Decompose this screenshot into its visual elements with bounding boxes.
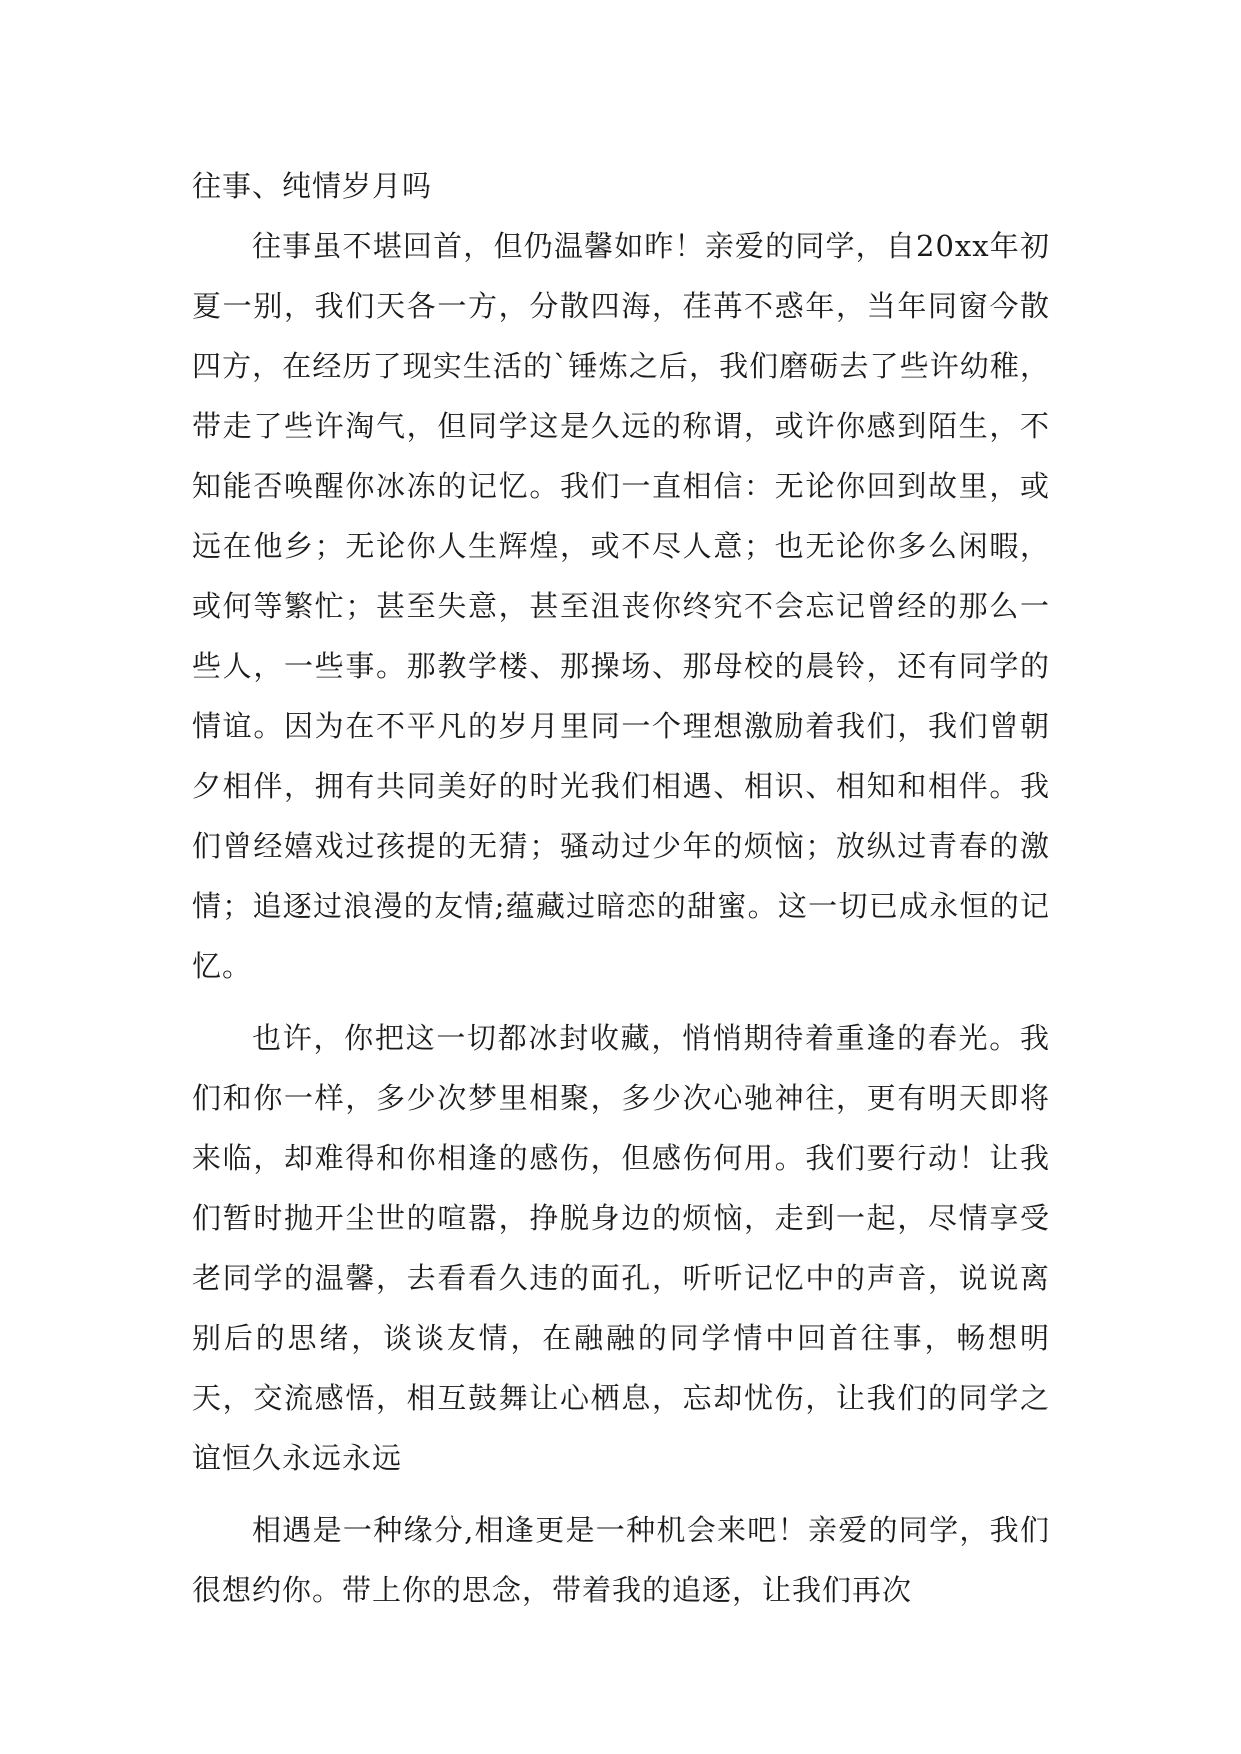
paragraph-3: 相遇是一种缘分,相逢更是一种机会来吧！亲爱的同学，我们很想约你。带上你的思念，带着我的追逐，让我们再次: [192, 1513, 1050, 1607]
paragraph-1: 往事虽不堪回首，但仍温馨如昨！亲爱的同学，自20xx年初夏一别，我们天各一方，分散四海，荏苒不惑年，当年同窗今散四方，在经历了现实生活的`锤炼之后，我们磨砺去了些许幼稚，带走了些许淘气，但同学这是久远的称谓，或许你感到陌生，不知能否唤醒你冰冻的记忆。我们一直相信：无论你回到故里，或远在他乡；无论你人生辉煌，或不尽人意；也无论你多么闲暇，或何等繁忙；甚至失意，甚至沮丧你终究不会忘记曾经的那么一些人，一些事。那教学楼、那操场、那母校的晨铃，还有同学的情谊。因为在不平凡的岁月里同一个理想激励着我们，我们曾朝夕相伴，拥有共同美好的时光我们相遇、相识、相知和相伴。我们曾经嬉戏过孩提的无猜；骚动过少年的烦恼；放纵过青春的激情；追逐过浪漫的友情;蕴藏过暗恋的甜蜜。这一切已成永恒的记忆。: [192, 229, 1050, 983]
opening-line: 往事、纯情岁月吗: [192, 169, 433, 203]
paragraph-2: 也许，你把这一切都冰封收藏，悄悄期待着重逢的春光。我们和你一样，多少次梦里相聚，多少次心驰神往，更有明天即将来临，却难得和你相逢的感伤，但感伤何用。我们要行动！让我们暂时抛开尘世的喧嚣，挣脱身边的烦恼，走到一起，尽情享受老同学的温馨，去看看久违的面孔，听听记忆中的声音，说说离别后的思绪，谈谈友情，在融融的同学情中回首往事，畅想明天，交流感悟，相互鼓舞让心栖息，忘却忧伤，让我们的同学之谊恒久永远永远: [192, 1021, 1050, 1475]
document-body: [192, 156, 1050, 1620]
